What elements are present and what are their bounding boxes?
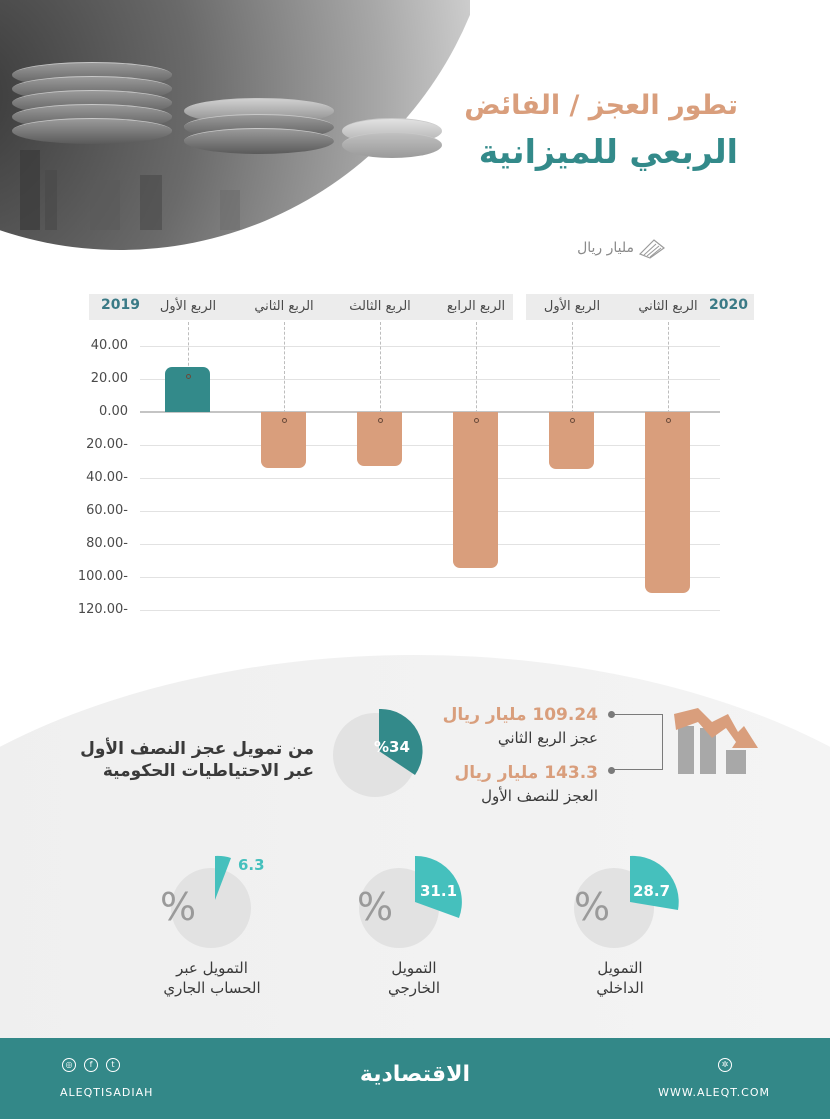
money-bills-icon [636,236,666,260]
domestic-financing-label [560,958,680,998]
unit-legend [572,236,672,262]
city-skyline [0,150,420,250]
label-line-2: الداخلي [596,979,644,997]
quarter-label-2019-q4: الربع الرابع [446,299,506,314]
year-label-2020: 2020 [709,297,748,313]
reserves-percent: %34 [374,738,410,756]
y-tick: 0.00 [99,404,128,419]
label-line-1: التمويل عبر [176,959,248,977]
y-tick: 20.00 [90,371,128,386]
stat-h1-deficit [455,763,599,805]
connector-dot [608,767,615,774]
stat-h1-deficit-value: 143.3 مليار ريال [454,763,598,783]
title-line-2: الربعي للميزانية [478,132,738,171]
label-line-1: التمويل [391,959,437,977]
bar-marker [666,418,671,423]
percent-glyph: % [574,885,611,929]
domestic-financing-value: 28.7 [633,882,671,900]
bar-2020-q2 [645,412,690,593]
gridline [140,379,720,380]
declining-chart-icon [672,700,762,778]
bar-marker [186,374,191,379]
y-tick: 40.00 [90,338,128,353]
current-account-financing-value: 6.3 [238,856,265,874]
gridline [140,511,720,512]
leader-line [284,322,285,418]
gridline [140,478,720,479]
label-line-1: التمويل [597,959,643,977]
leader-line [572,322,573,418]
bar-marker [474,418,479,423]
quarter-label-2019-q2: الربع الثاني [254,299,314,314]
website-link[interactable]: WWW.ALEQT.COM [658,1086,770,1099]
stat-q2-deficit [443,705,598,747]
leader-line [668,322,669,418]
year-label-2019: 2019 [101,297,140,313]
gridline [140,610,720,611]
y-tick: 60.00- [86,503,128,518]
bar-marker [378,418,383,423]
external-financing-label [354,958,474,998]
stat-q2-deficit-value: 109.24 مليار ريال [442,705,598,725]
reserves-description [80,738,314,782]
gridline [140,445,720,446]
reserves-text-line-2: عبر الاحتياطيات الحكومية [102,761,314,781]
unit-label: مليار ريال [577,240,634,256]
stat-h1-deficit-label: العجز للنصف الأول [481,787,598,805]
coin-stack-large [12,62,172,152]
bar-marker [570,418,575,423]
bar-2019-q4 [453,412,498,568]
y-tick: 80.00- [86,536,128,551]
y-tick: 100.00- [77,569,128,584]
twitter-icon[interactable]: t [106,1058,120,1072]
facebook-icon[interactable]: f [84,1058,98,1072]
social-handle[interactable]: ALEQTISADIAH [60,1086,154,1099]
quarter-label-2019-q3: الربع الثالث [349,299,411,314]
percent-glyph: % [160,885,197,929]
connector-dot [608,711,615,718]
y-tick: 20.00- [86,437,128,452]
reserves-text-line-1: من تمويل عجز النصف الأول [80,739,314,759]
hero-coins-image [0,0,470,250]
external-financing-value: 31.1 [420,882,458,900]
quarter-label-2020-q2: الربع الثاني [638,299,698,314]
footer [0,1038,830,1119]
stat-q2-deficit-label: عجز الربع الثاني [497,729,598,747]
title-line-1: تطور العجز / الفائض [464,90,738,121]
current-account-financing-label [152,958,272,998]
y-tick: 120.00- [77,602,128,617]
gridline [140,544,720,545]
leader-line [380,322,381,418]
y-tick: 40.00- [86,470,128,485]
quarter-label-2020-q1: الربع الأول [543,299,601,314]
instagram-icon[interactable]: ◎ [62,1058,76,1072]
gridline [140,577,720,578]
percent-glyph: % [357,885,394,929]
globe-icon: ✲ [718,1058,732,1072]
bar-marker [282,418,287,423]
label-line-2: الحساب الجاري [163,979,261,997]
gridline [140,346,720,347]
leader-line [476,322,477,418]
quarter-label-2019-q1: الربع الأول [159,299,217,314]
stat-connector [613,714,663,770]
brand-logo: الاقتصادية [359,1062,470,1087]
gridline-zero [140,411,720,413]
label-line-2: الخارجي [387,979,440,997]
